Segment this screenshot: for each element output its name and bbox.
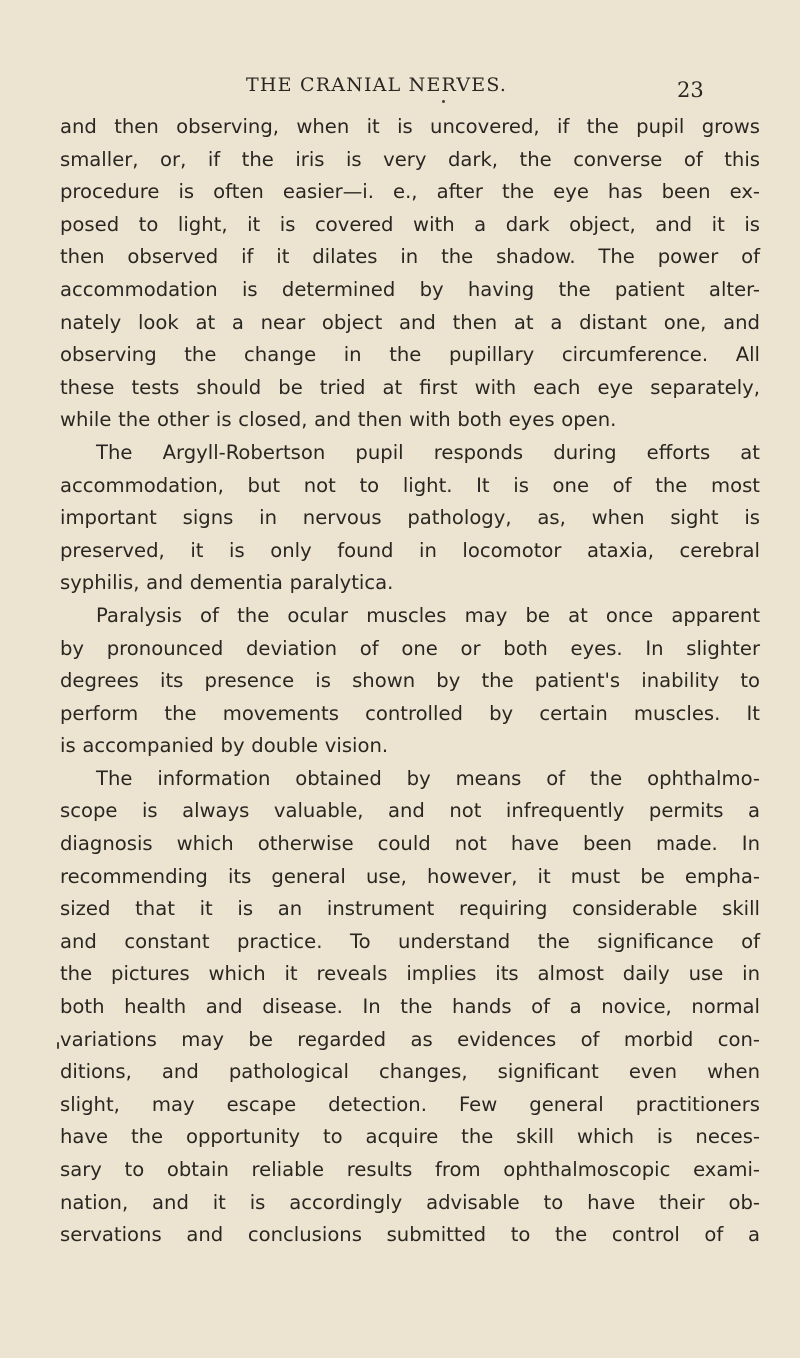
text-line: preserved, it is only found in locomotor ataxia, cerebral: [60, 538, 760, 562]
text-line: perform the movements controlled by certain muscles. It: [60, 701, 760, 725]
text-line: ditions, and pathological changes, significant even when: [60, 1060, 760, 1084]
page-number: 23: [677, 78, 704, 102]
text-line: by pronounced deviation of one or both eyes. In slighter: [60, 636, 760, 660]
text-line: The information obtained by means of the ophthalmo-: [96, 766, 760, 790]
text-line: sized that it is an instrument requiring considerable skill: [60, 897, 760, 921]
text-line: important signs in nervous pathology, as, when sight is: [60, 506, 760, 530]
text-line: have the opportunity to acquire the skill which is neces-: [60, 1125, 760, 1149]
text-line: syphilis, and dementia paralytica.: [60, 571, 394, 595]
text-line: servations and conclusions submitted to the control of a: [60, 1223, 760, 1247]
text-line: procedure is often easier—i. e., after the eye has been ex-: [60, 180, 760, 204]
text-line: accommodation is determined by having the patient alter-: [60, 277, 760, 301]
text-line: and then observing, when it is uncovered, if the pupil grows: [60, 115, 760, 138]
text-line: slight, may escape detection. Few general practitioners: [60, 1092, 760, 1116]
body-text: [60, 111, 760, 1252]
text-line: both health and disease. In the hands of a novice, normal: [60, 995, 760, 1019]
text-line: Paralysis of the ocular muscles may be at once apparent: [96, 603, 760, 627]
text-line: The Argyll-Robertson pupil responds during efforts at: [96, 440, 760, 464]
text-line: while the other is closed, and then with both eyes open.: [60, 408, 617, 432]
text-line: then observed if it dilates in the shadow. The power of: [60, 245, 760, 269]
running-title: THE CRANIAL NERVES.: [246, 74, 508, 96]
text-line: is accompanied by double vision.: [60, 734, 389, 758]
text-line: smaller, or, if the iris is very dark, the converse of this: [60, 147, 760, 171]
text-line: the pictures which it reveals implies its almost daily use in: [60, 962, 760, 986]
text-line: nately look at a near object and then at a distant one, and: [60, 310, 760, 334]
text-line: sary to obtain reliable results from ophthalmoscopic exami-: [60, 1158, 760, 1181]
text-line: posed to light, it is covered with a dark object, and it is: [60, 212, 760, 236]
text-line: degrees its presence is shown by the patient's inability to: [60, 669, 760, 693]
text-line: observing the change in the pupillary circumference. All: [60, 343, 760, 367]
text-line: recommending its general use, however, it must be empha-: [60, 864, 760, 888]
running-head: [0, 74, 800, 104]
text-line: scope is always valuable, and not infrequently permits a: [60, 799, 760, 823]
text-line: accommodation, but not to light. It is one of the most: [60, 473, 760, 497]
text-line: nation, and it is accordingly advisable to have their ob-: [60, 1190, 760, 1214]
print-speck: [57, 1042, 59, 1049]
print-speck: [442, 100, 445, 103]
text-line: and constant practice. To understand the significance of: [60, 929, 760, 953]
text-line: variations may be regarded as evidences of morbid con-: [60, 1027, 760, 1051]
text-line: diagnosis which otherwise could not have been made. In: [60, 832, 760, 856]
text-line: these tests should be tried at first with each eye separately,: [60, 375, 760, 399]
